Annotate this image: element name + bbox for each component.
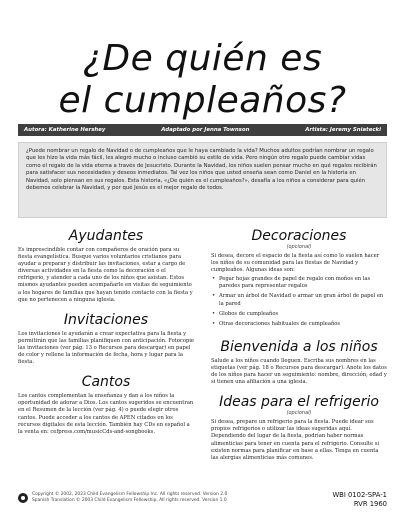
list-item: • Pegar hojas grandes de papel de regalo con moños en las paredes para representar regalos [211, 276, 387, 290]
invitaciones-heading: Invitaciones [63, 311, 149, 328]
intro-box: ¿Puede nombrar un regalo de Navidad o de cumpleaños que le haya cambiado la vida? Muchos adultos podrían nombrar un regalo que les hizo la vida más fácil, les alegró mucho o incluso cambió su estilo de vida. Pero ningún otro regalo puede cambiar vidas como el regalo de la vida eterna a través de Jesucristo. Durante la Navidad, los niños suelen pensar mucho en qué regalos recibirán para satisfacer sus necesidades y deseos inmediatos. Tal vez los niños que usted enseña sean como Daniel en la historia en Navidad, solo piensan en sus regalos. Esta historia, «¿De quién es el cumpleaños?», desafía a los niños a considerar para quién debemos celebrar la Navidad, y por qué Jesús es el mejor regalo de todos. [18, 142, 387, 218]
ayudantes-body: Es imprescindible contar con compañeros de oración para su fiesta evangelística. Busque varios voluntarios cristianos para ayudar a preparar y distribuir las invitaciones, estar a cargo de diversas actividades en la fiesta como la decoración o el refrigerio, y atender a cada uno de los niños que asistan. Estos mismos ayudantes pueden acompañarle en visitas de seguimiento a los hogares de familias que hayan tenido contacto con la fiesta y que no pertenecen a ninguna iglesia. [18, 247, 193, 303]
copyright-line-2: Spanish Translation © 2003 Child Evangelism Fellowship. All rights reserved. Version 1.0 [32, 498, 227, 503]
bienvenida-body: Salude a los niños cuando lleguen. Escriba sus nombres en las etiquetas (ver pág. 18 o Recursos para descargar). Anote los datos de los niños para hacer un seguimiento: nombre, dirección, edad y si tienen una afiliación a una iglesia. [211, 357, 387, 386]
artist-credit: Artista: Jeremy Sniatecki [305, 127, 381, 133]
list-item: • Armar un árbol de Navidad o armar un gran árbol de papel en la pared [211, 293, 387, 307]
page-title [0, 38, 405, 122]
author-credit: Autora: Katherine Hershey [24, 127, 106, 133]
cantos-heading: Cantos [81, 374, 131, 391]
bible-version: RVR 1960 [353, 500, 387, 508]
right-column [211, 228, 387, 462]
decoraciones-heading: Decoraciones [251, 228, 347, 244]
decoraciones-optional: (opcional) [286, 244, 312, 250]
footer [18, 491, 387, 513]
bienvenida-heading: Bienvenida a los niños [220, 338, 378, 355]
product-code: WBI 0102-SPA-1 [332, 491, 387, 499]
invitaciones-body: Los invitaciones le ayudarán a crear expectativa para la fiesta y permitirán que las familias planifiquen con anticipación. Fotocopie las invitaciones (ver pág. 13 o Recursos para descargar) en papel de color y rellene la información de fecha, hora y lugar para la fiesta. [18, 330, 194, 366]
copyright [32, 492, 292, 504]
decoraciones-body: Si desea, decore el espacio de la fiesta así como lo suelen hacer los niños de su comunidad para las fiestas de Navidad y cumpleaños. Algunas ideas son: [211, 253, 380, 274]
credits-bar [18, 124, 387, 136]
refrigerio-optional: (opcional) [286, 410, 312, 417]
refrigerio-body: Si desea, prepare un refrigerio para la fiesta. Puede idear sus propios refrigerios o utilizar las ideas sugeridas aquí. Dependiendo del lugar de la fiesta, podrían haber normas alimenticias para tener en cuenta para el refrigerio. Consulte si existen normas para planificar en base a ellas. Tenga en cuenta las alergias alimenticias más comunes. [211, 419, 380, 461]
left-column [18, 228, 194, 436]
decoraciones-list [211, 276, 387, 328]
product-codes [332, 491, 387, 509]
cantos-body: Los cantos complementan la enseñanza y dan a los niños la oportunidad de adorar a Dios. Los cantos sugeridos se encuentran en el Resumen de la lección (ver pág. 4) o puede elegir otros cantos. Puede acceder a los cantos de APEN citados en los recursos digitales de esta lección. También hay CDs en español a la venta en: cefpress.com/musicCds-and-songbooks. [18, 393, 194, 435]
refrigerio-heading: Ideas para el refrigerio [219, 394, 379, 411]
ayudantes-heading: Ayudantes [68, 228, 144, 244]
copyright-line-1: Copyright © 2002, 2023 Child Evangelism Fellowship Inc. All rights reserved. Version 2.0 [32, 492, 228, 497]
title-line-1: ¿De quién es [82, 38, 323, 79]
title-line-2: el cumpleaños? [58, 80, 347, 121]
list-item: • Globos de cumpleaños [211, 311, 387, 318]
list-item: • Otras decoraciones habituales de cumpleaños [211, 321, 387, 328]
publisher-logo-icon [18, 493, 28, 503]
adapter-credit: Adaptado por Jenna Townson [161, 127, 250, 133]
